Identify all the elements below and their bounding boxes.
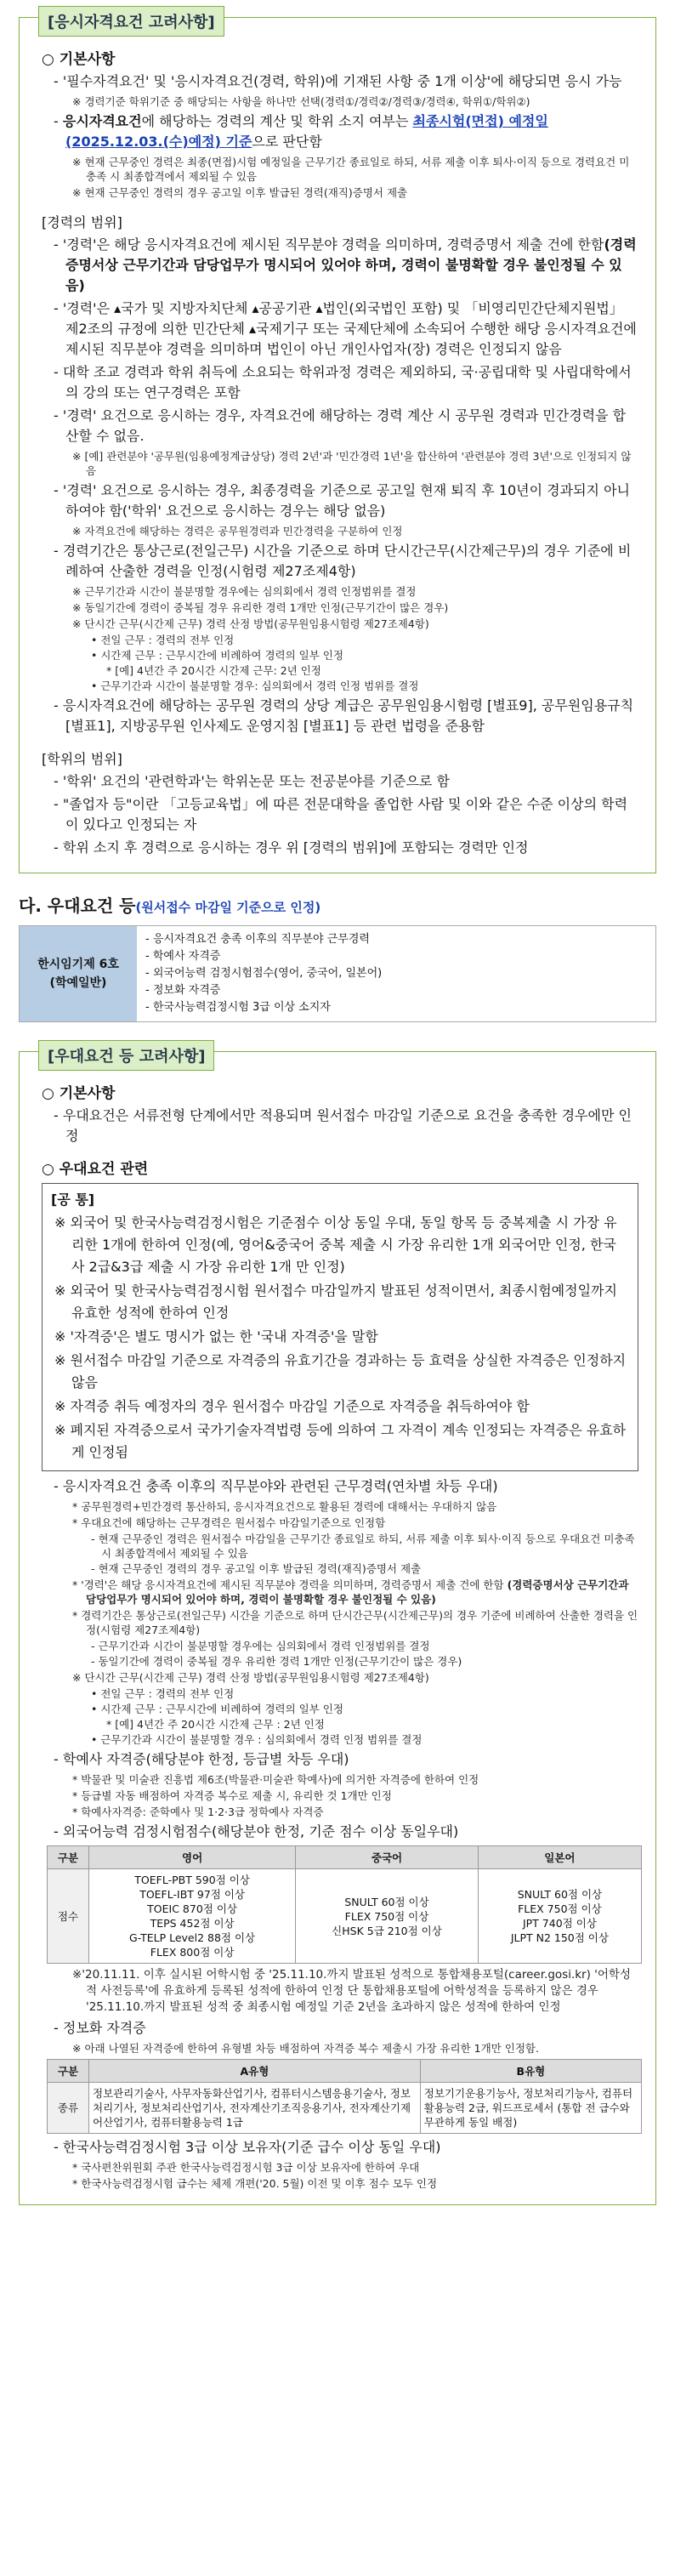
type-b-list: 정보기기운용기능사, 정보처리기능사, 컴퓨터활용능력 2급, 워드프로세서 (통합 전 급수와 무관하게 동일 배점): [420, 2083, 641, 2134]
career-item: - 대학 조교 경력과 학위 취득에 소요되는 학위과정 경력은 제외하되, 국·공립대학 및 사립대학에서의 강의 또는 연구경력은 포함: [54, 364, 632, 401]
career-note: ※ 동일기간에 경력이 중복될 경우 유리한 경력 1개만 인정(근무기간이 많은 경우): [72, 601, 449, 614]
common-item: ※ 폐지된 자격증으로서 국가기술자격법령 등에 의하여 그 자격이 계속 인정되는 자격증은 유효하게 인정됨: [54, 1422, 627, 1460]
chinese-scores: SNULT 60점 이상 FLEX 750점 이상 신HSK 5급 210점 이상: [296, 1869, 479, 1964]
degree-scope-heading: [학위의 범위]: [42, 751, 122, 767]
eligibility-considerations-box: [19, 14, 656, 873]
history-note: * 국사편찬위원회 주관 한국사능력검정시험 3급 이상 보유자에 한하여 우대: [72, 2161, 420, 2174]
language-note: ※'20.11.11. 이후 실시된 어학시험 중 '25.11.10.까지 발표된 성적으로 통합채용포털(career.gosi.kr) '어학성적 사전등록'에 유효하게 등록된 성적에 한하여 인정 단 통합채용포털에 어학성적을 등록하지 않은 경우 '25.11.10.까지 발표된 성적 중 최종시험 예정일 기준 2년을 초과하지 않은 성적에 한하여 인정: [72, 1968, 631, 2014]
table-row-label: 종류: [48, 2083, 89, 2134]
career-item: - '경력' 요건으로 응시하는 경우, 자격요건에 해당하는 경력 계산 시 공무원 경력과 민간경력을 합산할 수 없음.: [54, 407, 627, 444]
career-note: ※ 단시간 근무(시간제 근무) 경력 산정 방법(공무원임용시험령 제27조제4항): [72, 617, 429, 630]
career-pref-subnote: • 전일 근무 : 경력의 전부 인정: [91, 1687, 235, 1700]
table-header: 구분: [48, 2060, 89, 2083]
career-subnote: * [예] 4년간 주 20시간 시간제 근무: 2년 인정: [106, 664, 321, 677]
common-item: ※ 외국어 및 한국사능력검정시험은 기준점수 이상 동일 우대, 동일 항목 등 중복제출 시 가장 유리한 1개에 한하여 인정(예, 영어&중국어 중복 제출 시 가장 유리한 1개 외국어만 인정, 한국사 2급&3급 제출 시 가장 유리한 1개 만 인정): [54, 1214, 617, 1275]
degree-item: - '학위' 요건의 '관련학과'는 학위논문 또는 전공분야를 기준으로 함: [54, 773, 450, 789]
table-header: A유형: [89, 2060, 421, 2083]
english-scores: TOEFL-PBT 590점 이상 TOEFL-IBT 97점 이상 TOEIC 870점 이상 TEPS 452점 이상 G-TELP Level2 88점 이상 FLEX 800점 이상: [89, 1869, 296, 1964]
career-pref-subnote: - 근무기간과 시간이 불분명할 경우에는 심의회에서 경력 인정범위를 결정: [91, 1640, 430, 1652]
table-row-label: 점수: [48, 1869, 89, 1964]
history-item: - 한국사능력검정시험 3급 이상 보유자(기준 급수 이상 동일 우대): [54, 2139, 441, 2155]
curator-note: * 박물관 및 미술관 진흥법 제6조(박물관·미술관 학예사)에 의거한 자격증에 한하여 인정: [72, 1773, 479, 1786]
career-pref-subnote: • 시간제 근무 : 근무시간에 비례하여 경력의 일부 인정: [91, 1703, 343, 1715]
career-pref-subnote: * [예] 4년간 주 20시간 시간제 근무 : 2년 인정: [106, 1718, 325, 1731]
career-note: ※ 근무기간과 시간이 불분명할 경우에는 심의회에서 경력 인정범위를 결정: [72, 585, 417, 598]
it-cert-item: - 정보화 자격증: [54, 2020, 146, 2036]
it-cert-note: ※ 아래 나열된 자격증에 한하여 유형별 차등 배점하여 자격증 복수 제출시 가장 유리한 1개만 인정함.: [72, 2042, 539, 2055]
it-cert-table: [47, 2059, 642, 2134]
basic-item: - 응시자격요건에 해당하는 경력의 계산 및 학위 소지 여부는 최종시험(면접) 예정일(2025.12.03.(수)예정) 기준으로 판단함: [54, 113, 548, 150]
common-item: ※ 자격증 취득 예정자의 경우 원서접수 마감일 기준으로 자격증을 취득하여야 함: [54, 1398, 530, 1414]
table-header: B유형: [420, 2060, 641, 2083]
preference-list-item: - 외국어능력 검정시험점수(영어, 중국어, 일본어): [145, 967, 383, 980]
preference-section-title: 다. 우대요건 등(원서접수 마감일 기준으로 인정): [19, 896, 321, 916]
degree-item: - "졸업자 등"이란 「고등교육법」에 따른 전문대학을 졸업한 사람 및 이와 같은 수준 이상의 학력이 있다고 인정되는 자: [54, 796, 628, 833]
career-pref-note: ※ 단시간 근무(시간제 근무) 경력 산정 방법(공무원임용시험령 제27조제4항): [72, 1671, 429, 1684]
common-item: ※ 외국어 및 한국사능력검정시험 원서접수 마감일까지 발표된 성적이면서, 최종시험예정일까지 유효한 성적에 한하여 인정: [54, 1282, 617, 1321]
table-header: 구분: [48, 1846, 89, 1869]
japanese-scores: SNULT 60점 이상 FLEX 750점 이상 JPT 740점 이상 JLPT N2 150점 이상: [478, 1869, 641, 1964]
career-pref-note: * 우대요건에 해당하는 근무경력은 원서접수 마감일기준으로 인정함: [72, 1516, 386, 1529]
basic-note: ※ 현재 근무중인 경력은 최종(면접)시험 예정일을 근무기간 종료일로 하되, 서류 제출 이후 퇴사·이직 등으로 경력요건 미충족 시 최종합격에서 제외될 수 있음: [72, 156, 630, 183]
preference-list-item: - 정보화 자격증: [145, 984, 221, 997]
career-item: - 경력기간은 통상근로(전일근무) 시간을 기준으로 하며 단시간근무(시간제근무)의 경우 기준에 비례하여 산출한 경력을 인정(시험령 제27조제4항): [54, 543, 632, 579]
career-pref-note: * '경력'은 해당 응시자격요건에 제시된 직무분야 경력을 의미하며, 경력증명서 제출 건에 한함 (경력증명서상 근무기간과 담당업무가 명시되어 있어야 하며, 경력이 불명확할 경우 불인정될 수 있음): [72, 1578, 629, 1606]
preference-tag: [우대요건 등 고려사항]: [38, 1040, 214, 1071]
career-item: - '경력'은 ▴국가 및 지방자치단체 ▴공공기관 ▴법인(외국법인 포함) 및 「비영리민간단체지원법」 제2조의 규정에 의한 민간단체 ▴국제기구 또는 국제단체에 소속되어 수행한 해당 응시자격요건에 제시된 직무분야 경력을 의미하며 법인이 아닌 개인사업자(장) 경력은 인정되지 않음: [54, 300, 637, 357]
career-item: - '경력' 요건으로 응시하는 경우, 최종경력을 기준으로 공고일 현재 퇴직 후 10년이 경과되지 아니하여야 함('학위' 요건으로 응시하는 경우는 해당 없음): [54, 482, 631, 519]
career-note: ※ [예] 관련분야 '공무원(임용예정계급상당) 경력 2년'과 '민간경력 1년'을 합산하여 '관련분야 경력 3년'으로 인정되지 않음: [72, 450, 632, 477]
preference-considerations-box: [19, 1048, 656, 2205]
career-scope-heading: [경력의 범위]: [42, 214, 122, 230]
curator-note: * 등급별 자동 배점하여 자격증 복수로 제출 시, 유리한 것 1개만 인정: [72, 1789, 392, 1802]
common-item: ※ '자격증'은 별도 명시가 없는 한 '국내 자격증'을 말함: [54, 1328, 378, 1345]
position-label: 한시임기제 6호 (학예일반): [20, 926, 137, 1021]
preference-heading: ○ 우대요건 관련: [42, 1161, 149, 1178]
table-header: 중국어: [296, 1846, 479, 1869]
preference-list-item: - 응시자격요건 충족 이후의 직무분야 근무경력: [145, 933, 370, 946]
common-item: ※ 원서접수 마감일 기준으로 자격증의 유효기간을 경과하는 등 효력을 상실한 자격증은 인정하지 않음: [54, 1352, 627, 1390]
history-note: * 한국사능력검정시험 급수는 체제 개편('20. 5월) 이전 및 이후 점수 모두 인정: [72, 2177, 438, 2190]
table-header: 영어: [89, 1846, 296, 1869]
career-pref-note: * 공무원경력+민간경력 통산하되, 응시자격요건으로 활용된 경력에 대해서는 우대하지 않음: [72, 1500, 497, 1513]
language-item: - 외국어능력 검정시험점수(해당분야 한정, 기준 점수 이상 동일우대): [54, 1823, 459, 1840]
degree-item: - 학위 소지 후 경력으로 응시하는 경우 위 [경력의 범위]에 포함되는 경력만 인정: [54, 839, 529, 856]
curator-note: * 학예사자격증: 준학예사 및 1·2·3급 정학예사 자격증: [72, 1805, 324, 1818]
career-pref-note: * 경력기간은 통상근로(전일근무) 시간을 기준으로 하며 단시간근무(시간제근무)의 경우 기준에 비례하여 산출한 경력을 인정(시험령 제27조제4항): [72, 1609, 638, 1636]
career-subnote: • 전일 근무 : 경력의 전부 인정: [91, 634, 235, 646]
basic-heading: ○ 기본사항: [42, 1085, 116, 1102]
basic-item: - 우대요건은 서류전형 단계에서만 적용되며 원서접수 마감일 기준으로 요건을 충족한 경우에만 인정: [54, 1107, 632, 1144]
career-pref-subnote: - 현재 근무중인 경력의 경우 공고일 이후 발급된 경력(재직)증명서 제출: [91, 1562, 422, 1575]
eligibility-tag: [응시자격요건 고려사항]: [38, 6, 224, 37]
preference-list-item: - 한국사능력검정시험 3급 이상 소지자: [145, 1001, 331, 1014]
career-subnote: • 근무기간과 시간이 불분명할 경우: 심의회에서 경력 인정 범위를 결정: [91, 680, 419, 692]
basic-heading: ○ 기본사항: [42, 51, 116, 68]
curator-item: - 학예사 자격증(해당분야 한정, 등급별 차등 우대): [54, 1751, 349, 1767]
career-pref-subnote: - 동일기간에 경력이 중복될 경우 유리한 경력 1개만 인정(근무기간이 많은 경우): [91, 1655, 462, 1668]
career-pref-subnote: • 근무기간과 시간이 불분명할 경우 : 심의회에서 경력 인정 범위를 결정: [91, 1733, 423, 1746]
basic-note: ※ 현재 근무중인 경력의 경우 공고일 이후 발급된 경력(재직)증명서 제출: [72, 186, 408, 199]
preference-list: [137, 926, 655, 1021]
table-header: 일본어: [478, 1846, 641, 1869]
career-item: - 응시자격요건에 해당하는 공무원 경력의 상당 계급은 공무원임용시험령 [별표9], 공무원임용규칙 [별표1], 지방공무원 인사제도 운영지침 [별표1] 등 관련 법령을 준용함: [54, 697, 634, 734]
career-subnote: • 시간제 근무 : 근무시간에 비례하여 경력의 일부 인정: [91, 649, 343, 662]
language-score-table: [47, 1845, 642, 1964]
career-item: - '경력'은 해당 응시자격요건에 제시된 직무분야 경력을 의미하며, 경력증명서 제출 건에 한함(경력증명서상 근무기간과 담당업무가 명시되어 있어야 하며, 경력이 불명확할 경우 불인정될 수 있음): [54, 236, 637, 293]
basic-item: - '필수자격요건' 및 '응시자격요건(경력, 학위)에 기재된 사항 중 1개 이상'에 해당되면 응시 가능: [54, 73, 622, 89]
preference-list-item: - 학예사 자격증: [145, 950, 221, 963]
basic-note: ※ 경력기준 학위기준 중 해당되는 사항을 하나만 선택(경력①/경력②/경력③/경력④, 학위①/학위②): [72, 95, 530, 108]
career-pref-item: - 응시자격요건 충족 이후의 직무분야와 관련된 근무경력(연차별 차등 우대): [54, 1478, 498, 1494]
common-title: [공 통]: [51, 1191, 95, 1208]
career-pref-subnote: - 현재 근무중인 경력은 원서접수 마감일을 근무기간 종료일로 하되, 서류 제출 이후 퇴사·이직 등으로 우대요건 미충족시 최종합격에서 제외될 수 있음: [91, 1533, 635, 1560]
preference-summary-box: [19, 925, 656, 1022]
career-note: ※ 자격요건에 해당하는 경력은 공무원경력과 민간경력을 구분하여 인정: [72, 525, 403, 537]
type-a-list: 정보관리기술사, 사무자동화산업기사, 컴퓨터시스템응용기술사, 정보처리기사, 정보처리산업기사, 전자계산기조직응용기사, 전자계산기제어산업기사, 컴퓨터활용능력 1급: [89, 2083, 421, 2134]
common-box: [42, 1183, 638, 1471]
